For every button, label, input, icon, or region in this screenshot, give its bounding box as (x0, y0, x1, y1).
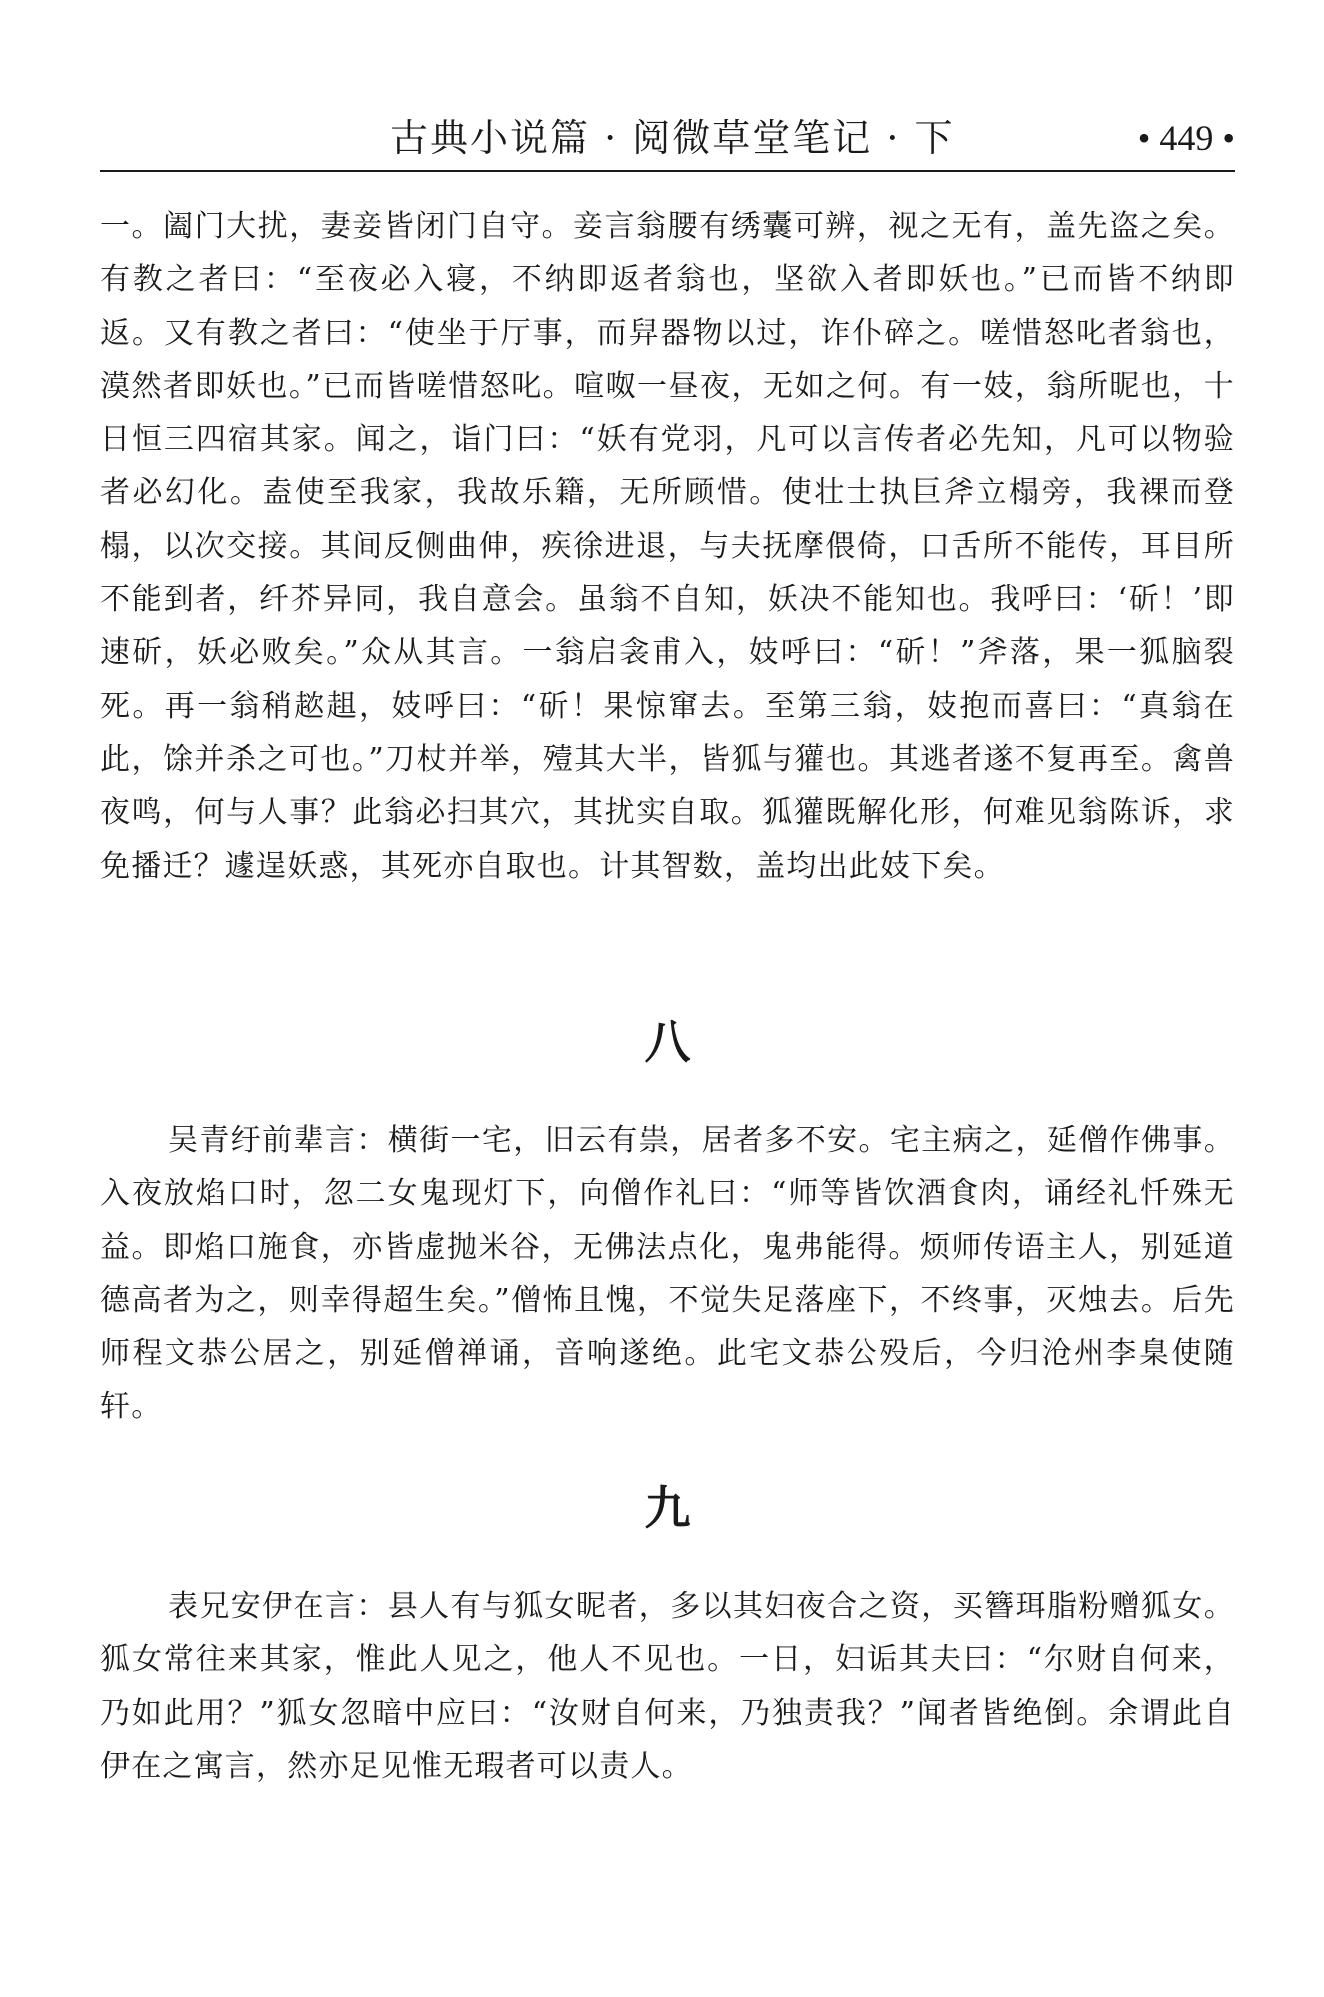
header-rule (100, 170, 1235, 172)
running-title: 古典小说篇 · 阅微草堂笔记 · 下 (390, 116, 955, 160)
section-heading-9: 九 (644, 1481, 691, 1535)
paragraph: 吴青纡前辈言：横街一宅，旧云有祟，居者多不安。宅主病之，延僧作佛事。入夜放焰口时，忽二女鬼现灯下，向僧作礼曰：“师等皆饮酒食肉，诵经礼忏殊无益。即焰口施食，亦皆虚抛米谷，无佛法点化，鬼弗能得。烦师传语主人，别延道德高者为之，则幸得超生矣。”僧怖且愧，不觉失足落座下，不终事，灭烛去。后先师程文恭公居之，别延僧禅诵，音响遂绝。此宅文恭公殁后，今归沧州李臬使随轩。 (100, 1123, 1235, 1425)
paragraph: 表兄安伊在言：县人有与狐女昵者，多以其妇夜合之资，买簪珥脂粉赠狐女。狐女常往来其家，惟此人见之，他人不见也。一日，妇诟其夫曰：“尔财自何来，乃如此用？”狐女忽暗中应曰：“汝财自何来，乃独责我？”闻者皆绝倒。余谓此自伊在之寓言，然亦足见惟无瑕者可以责人。 (100, 1589, 1235, 1784)
section-7-continued (100, 200, 1235, 893)
page-number: • 449 • (1137, 118, 1235, 158)
paragraph: 一。阖门大扰，妻妾皆闭门自守。妾言翁腰有绣囊可辨，视之无有，盖先盗之矣。有教之者曰：“至夜必入寝，不纳即返者翁也，坚欲入者即妖也。”已而皆不纳即返。又有教之者曰：“使坐于厅事，而舁器物以过，诈仆碎之。嗟惜怒叱者翁也，漠然者即妖也。”已而皆嗟惜怒叱。喧呶一昼夜，无如之何。有一妓，翁所昵也，十日恒三四宿其家。闻之，诣门曰：“妖有党羽，凡可以言传者必先知，凡可以物验者必幻化。盍使至我家，我故乐籍，无所顾惜。使壮士执巨斧立榻旁，我裸而登榻，以次交接。其间反侧曲伸，疾徐进退，与夫抚摩偎倚，口舌所不能传，耳目所不能到者，纤芥异同，我自意会。虽翁不自知，妖决不能知也。我呼曰：‘斫！’即速斫，妖必败矣。”众从其言。一翁启衾甫入，妓呼曰：“斫！”斧落，果一狐脑裂死。再一翁稍趑趄，妓呼曰：“斫！果惊窜去。至第三翁，妓抱而喜曰：“真翁在此，馀并杀之可也。”刀杖并举，殪其大半，皆狐与獾也。其逃者遂不复再至。禽兽夜鸣，何与人事？此翁必扫其穴，其扰实自取。狐獾既解化形，何难见翁陈诉，求免播迁？遽逞妖惑，其死亦自取也。计其智数，盖均出此妓下矣。 (100, 209, 1235, 884)
section-9-body (100, 1580, 1235, 1793)
running-head (100, 110, 1235, 170)
section-heading-8: 八 (644, 1015, 691, 1069)
section-8-body (100, 1114, 1235, 1434)
